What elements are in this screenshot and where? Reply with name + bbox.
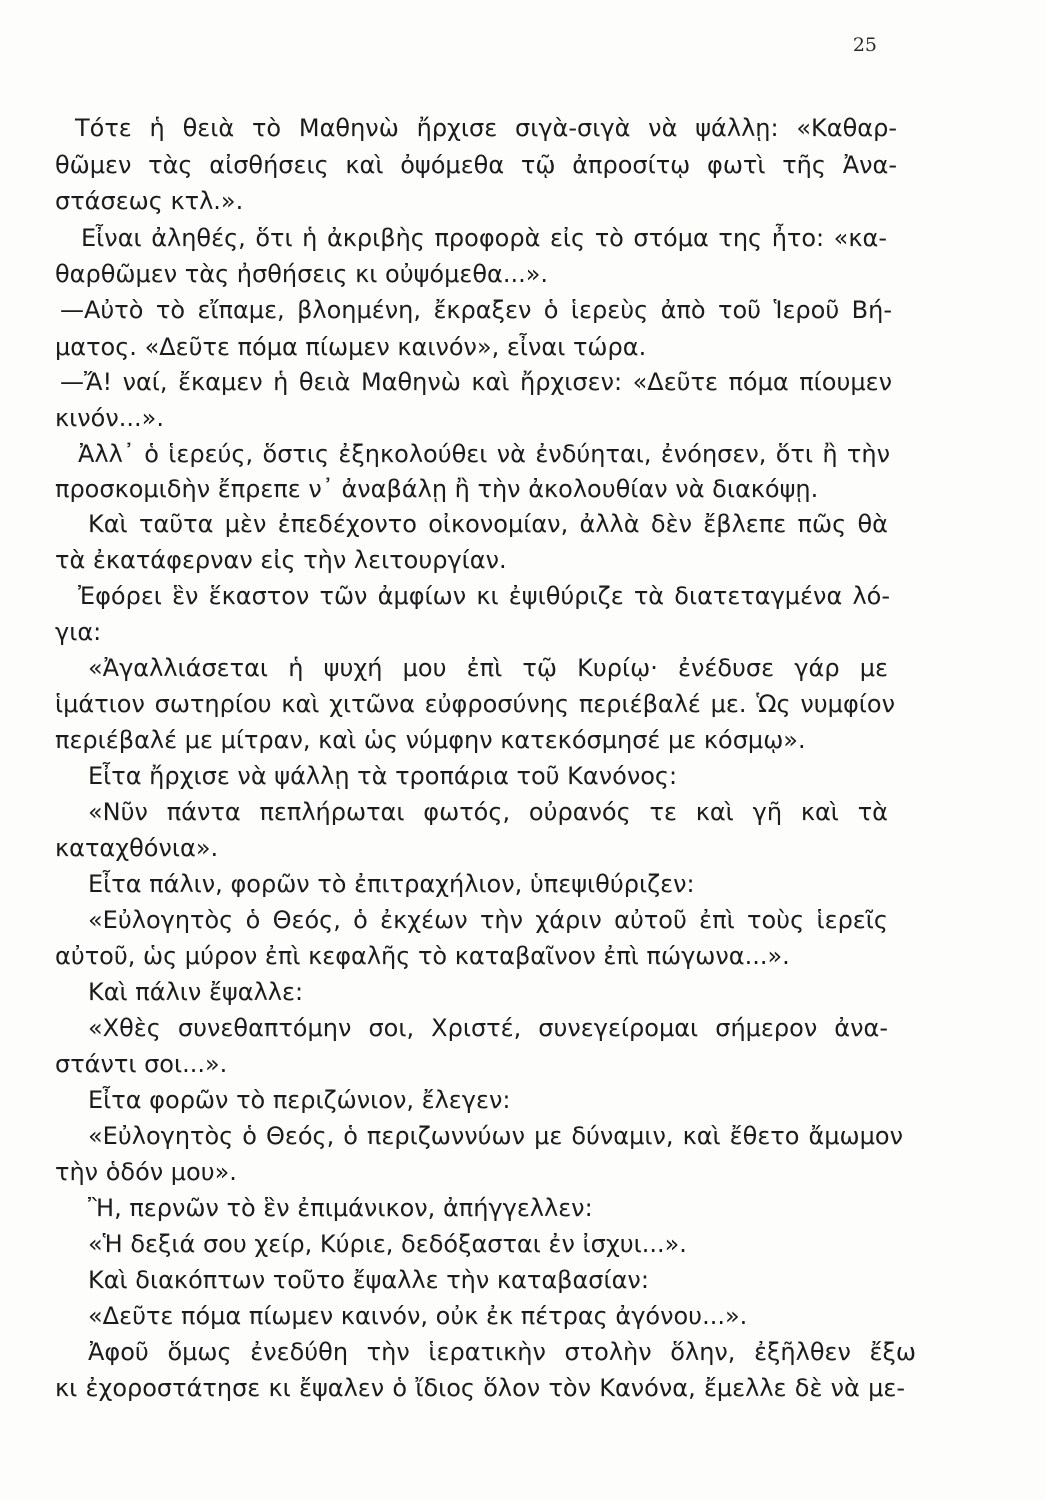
text-line: «Εὐλογητὸς ὁ Θεός, ὁ περιζωννύων με δύναμιν, καὶ ἔθετο ἄμωμον (88, 1122, 903, 1150)
text-line: «Εὐλογητὸς ὁ Θεός, ὁ ἐκχέων τὴν χάριν αὐτοῦ ἐπὶ τοὺς ἱερεῖς (88, 906, 888, 934)
text-line: θαρθῶμεν τὰς ἠσθήσεις κι οὐψόμεθα...». (55, 260, 549, 288)
text-line: Εἶτα φορῶν τὸ περιζώνιον, ἔλεγεν: (88, 1086, 511, 1114)
text-line: κι ἐχοροστάτησε κι ἔψαλεν ὁ ἴδιος ὅλον τὸν Κανόνα, ἔμελλε δὲ νὰ με- (55, 1374, 905, 1402)
text-line: Τότε ἡ θειὰ τὸ Μαθηνὼ ἤρχισε σιγὰ-σιγὰ νὰ ψάλλῃ: «Καθαρ- (75, 114, 897, 142)
text-line: Εἶναι ἀληθές, ὅτι ἡ ἀκριβὴς προφορὰ εἰς τὸ στόμα της ἦτο: «κα- (81, 224, 887, 252)
text-line: προσκομιδὴν ἔπρεπε ν᾽ ἀναβάλῃ ἢ τὴν ἀκολουθίαν νὰ διακόψῃ. (55, 475, 819, 503)
text-line: για: (55, 618, 102, 646)
text-line: «Χθὲς συνεθαπτόμην σοι, Χριστέ, συνεγείρομαι σήμερον ἀνα- (88, 1014, 888, 1042)
text-line: «Ἀγαλλιάσεται ἡ ψυχή μου ἐπὶ τῷ Κυρίῳ· ἐνέδυσε γάρ με (88, 654, 888, 682)
text-line: Καὶ διακόπτων τοῦτο ἔψαλλε τὴν καταβασίαν: (88, 1266, 649, 1294)
text-line: τὴν ὁδόν μου». (55, 1158, 237, 1186)
text-line: Καὶ πάλιν ἔψαλλε: (88, 978, 304, 1006)
text-line: καταχθόνια». (55, 834, 219, 862)
text-line: ματος. «Δεῦτε πόμα πίωμεν καινόν», εἶναι τώρα. (55, 333, 647, 361)
text-line: Εἶτα ἤρχισε νὰ ψάλλῃ τὰ τροπάρια τοῦ Κανόνος: (88, 762, 678, 790)
text-line: θῶμεν τὰς αἰσθήσεις καὶ ὀψόμεθα τῷ ἀπροσίτῳ φωτὶ τῆς Ἀνα- (55, 151, 897, 179)
text-line: Ἐφόρει ἓν ἕκαστον τῶν ἀμφίων κι ἐψιθύριζε τὰ διατεταγμένα λό- (78, 582, 890, 610)
text-line: «Ἡ δεξιά σου χείρ, Κύριε, δεδόξασται ἐν ἰσχυι...». (88, 1230, 687, 1258)
text-line: «Δεῦτε πόμα πίωμεν καινόν, οὐκ ἐκ πέτρας ἀγόνου...». (88, 1302, 748, 1330)
text-line: Ἢ, περνῶν τὸ ἓν ἐπιμάνικον, ἀπήγγελλεν: (88, 1194, 593, 1222)
text-line: Ἀλλ᾽ ὁ ἱερεύς, ὅστις ἐξηκολούθει νὰ ἐνδύηται, ἐνόησεν, ὅτι ἢ τὴν (78, 440, 890, 468)
text-line: —Αὐτὸ τὸ εἴπαμε, βλοημένη, ἔκραξεν ὁ ἱερεὺς ἀπὸ τοῦ Ἱεροῦ Βή- (60, 296, 892, 324)
text-line: Καὶ ταῦτα μὲν ἐπεδέχοντο οἰκονομίαν, ἀλλὰ δὲν ἔβλεπε πῶς θὰ (88, 510, 888, 538)
text-line: —Ἄ! ναί, ἔκαμεν ἡ θειὰ Μαθηνὼ καὶ ἤρχισεν: «Δεῦτε πόμα πίουμεν (60, 368, 892, 396)
text-line: αὐτοῦ, ὡς μύρον ἐπὶ κεφαλῆς τὸ καταβαῖνον ἐπὶ πώγωνα...». (55, 942, 790, 970)
text-line: περιέβαλέ με μίτραν, καὶ ὡς νύμφην κατεκόσμησέ με κόσμῳ». (55, 726, 806, 754)
text-line: «Νῦν πάντα πεπλήρωται φωτός, οὐρανός τε καὶ γῆ καὶ τὰ (88, 798, 888, 826)
page-number: 25 (852, 34, 877, 56)
text-line: Ἀφοῦ ὅμως ἐνεδύθη τὴν ἱερατικὴν στολὴν ὅλην, ἐξῆλθεν ἔξω (88, 1338, 916, 1366)
text-line: κινόν...». (55, 404, 164, 432)
text-line: στάσεως κτλ.». (55, 187, 244, 215)
text-line: τὰ ἐκατάφερναν εἰς τὴν λειτουργίαν. (55, 546, 507, 574)
text-line: στάντι σοι...». (55, 1050, 228, 1078)
text-line: Εἶτα πάλιν, φορῶν τὸ ἐπιτραχήλιον, ὑπεψιθύριζεν: (88, 870, 695, 898)
text-line: ἱμάτιον σωτηρίου καὶ χιτῶνα εὐφροσύνης περιέβαλέ με. Ὡς νυμφίον (55, 690, 895, 718)
